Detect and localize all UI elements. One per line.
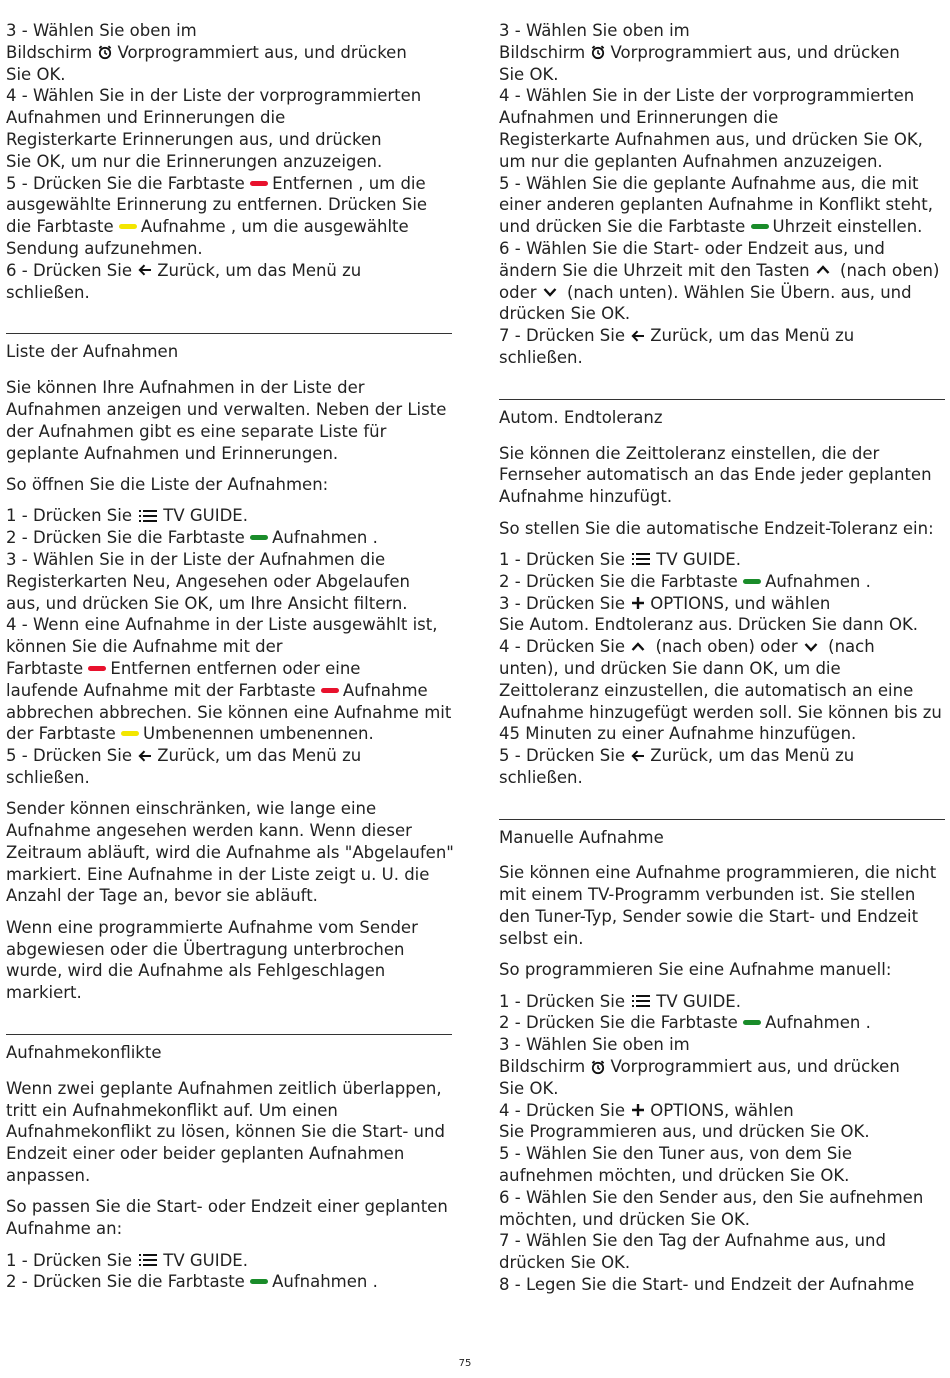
text-line: oder (nach unten). Wählen Sie Übern. aus, und — [499, 282, 912, 302]
text-line: aufnehmen möchten, und drücken Sie OK. — [499, 1166, 850, 1186]
text-line: So passen Sie die Start- oder Endzeit einer geplanten — [6, 1197, 448, 1217]
text-line: Bildschirm Vorprogrammiert aus, und drücken — [499, 1057, 900, 1077]
text-line: So programmieren Sie eine Aufnahme manuell: — [499, 960, 892, 980]
text-line: laufende Aufnahme mit der Farbtaste Aufnahme — [6, 680, 428, 700]
text-line: 8 - Legen Sie die Start- und Endzeit der Aufnahme — [499, 1275, 915, 1295]
text-line: Farbtaste Entfernen entfernen oder eine — [6, 658, 361, 678]
chevron-down-icon — [803, 639, 819, 655]
text-line: 2 - Drücken Sie die Farbtaste Aufnahmen . — [499, 1013, 871, 1033]
red-key-swatch — [88, 666, 106, 671]
text-line: Aufnahmen und Erinnerungen die — [499, 108, 779, 128]
page-number: 75 — [458, 1358, 472, 1369]
alarm-clock-icon — [590, 44, 606, 60]
text-line: tritt ein Aufnahmekonflikt auf. Um einen — [6, 1100, 338, 1120]
text-line: drücken Sie OK. — [499, 1253, 631, 1273]
text-line: 4 - Drücken Sie OPTIONS, wählen — [499, 1100, 794, 1120]
text-line: 3 - Wählen Sie oben im — [499, 21, 690, 40]
tv-guide-icon — [137, 508, 159, 524]
text-line: Wenn zwei geplante Aufnahmen zeitlich überlappen, — [6, 1078, 442, 1098]
text-line: 4 - Wenn eine Aufnahme in der Liste ausgewählt ist, — [6, 615, 438, 635]
green-key-swatch — [250, 535, 268, 540]
text-line: 2 - Drücken Sie die Farbtaste Aufnahmen . — [499, 571, 871, 591]
green-key-swatch — [743, 579, 761, 584]
text-line: Sie können eine Aufnahme programmieren, die nicht — [499, 863, 937, 883]
arrow-left-icon — [630, 748, 646, 764]
text-line: schließen. — [499, 347, 583, 367]
text-line: anpassen. — [6, 1166, 91, 1186]
section-divider — [6, 333, 452, 334]
section-heading: Aufnahmekonflikte — [6, 1043, 162, 1063]
text-line: unten), und drücken Sie dann OK, um die — [499, 658, 841, 678]
text-line: können Sie die Aufnahme mit der — [6, 637, 283, 657]
text-line: abbrechen abbrechen. Sie können eine Aufnahme mit — [6, 702, 452, 722]
text-line: geplante Aufnahmen und Erinnerungen. — [6, 443, 339, 463]
text-line: 5 - Drücken Sie Zurück, um das Menü zu — [499, 746, 855, 766]
text-line: 1 - Drücken Sie TV GUIDE. — [6, 506, 248, 526]
text-line: Sie OK. — [6, 64, 66, 84]
text-line: Zeittoleranz einzustellen, die automatisch an eine — [499, 680, 914, 700]
text-line: Bildschirm Vorprogrammiert aus, und drücken — [499, 42, 900, 62]
text-line: Sie Programmieren aus, und drücken Sie OK. — [499, 1122, 870, 1142]
text-line: 6 - Wählen Sie den Sender aus, den Sie aufnehmen — [499, 1187, 924, 1207]
text-line: aus, und drücken Sie OK, um Ihre Ansicht filtern. — [6, 593, 408, 613]
text-line: wurde, wird die Aufnahme als Fehlgeschlagen — [6, 961, 386, 981]
text-line: Anzahl der Tage an, bevor sie abläuft. — [6, 886, 318, 906]
text-line: markiert. Eine Aufnahme in der Liste zeigt u. U. die — [6, 864, 430, 884]
text-line: So öffnen Sie die Liste der Aufnahmen: — [6, 474, 329, 494]
text-line: Aufnahmekonflikt zu lösen, können Sie die Start- und — [6, 1122, 445, 1142]
text-line: Bildschirm Vorprogrammiert aus, und drücken — [6, 42, 407, 62]
text-line: Sender können einschränken, wie lange eine — [6, 799, 377, 819]
section-divider — [6, 1034, 452, 1035]
text-line: Registerkarte Aufnahmen aus, und drücken Sie OK, — [499, 129, 923, 149]
text-line: 5 - Drücken Sie Zurück, um das Menü zu — [6, 746, 362, 766]
text-line: Aufnahme an: — [6, 1219, 123, 1239]
text-line: um nur die geplanten Aufnahmen anzuzeigen. — [499, 151, 883, 171]
text-line: 3 - Wählen Sie oben im — [499, 1035, 690, 1055]
text-line: Sie Autom. Endtoleranz aus. Drücken Sie dann OK. — [499, 615, 919, 635]
text-line: Sie OK. — [499, 1078, 559, 1098]
red-key-swatch — [321, 688, 339, 693]
text-line: 3 - Wählen Sie in der Liste der Aufnahmen die — [6, 549, 386, 569]
chevron-up-icon — [630, 639, 646, 655]
text-line: Registerkarte Erinnerungen aus, und drücken — [6, 129, 382, 149]
text-line: schließen. — [6, 767, 90, 787]
text-line: 5 - Drücken Sie die Farbtaste Entfernen , um die — [6, 173, 426, 193]
section-heading: Manuelle Aufnahme — [499, 827, 664, 847]
text-line: Wenn eine programmierte Aufnahme vom Sender — [6, 917, 418, 937]
left-column — [6, 20, 452, 1293]
text-line: Aufnahme hinzugefügt werden soll. Sie können bis zu — [499, 702, 942, 722]
text-line: 5 - Wählen Sie die geplante Aufnahme aus, die mit — [499, 173, 919, 193]
tv-guide-icon — [137, 1252, 159, 1268]
arrow-left-icon — [630, 328, 646, 344]
text-line: Sie können Ihre Aufnahmen in der Liste der — [6, 378, 365, 398]
tv-guide-icon — [630, 993, 652, 1009]
alarm-clock-icon — [590, 1059, 606, 1075]
yellow-key-swatch — [121, 731, 139, 736]
green-key-swatch — [743, 1020, 761, 1025]
alarm-clock-icon — [97, 44, 113, 60]
text-line: 7 - Wählen Sie den Tag der Aufnahme aus, und — [499, 1231, 886, 1251]
text-line: Aufnahmen und Erinnerungen die — [6, 108, 286, 128]
text-line: ausgewählte Erinnerung zu entfernen. Drücken Sie — [6, 195, 428, 215]
green-key-swatch — [250, 1279, 268, 1284]
text-line: So stellen Sie die automatische Endzeit-Toleranz ein: — [499, 518, 934, 538]
text-line: mit einem TV-Programm verbunden ist. Sie stellen — [499, 885, 916, 905]
text-line: selbst ein. — [499, 928, 584, 948]
arrow-left-icon — [137, 748, 153, 764]
text-line: 4 - Wählen Sie in der Liste der vorprogrammierten — [6, 86, 422, 106]
text-line: Registerkarten Neu, Angesehen oder Abgelaufen — [6, 571, 411, 591]
text-line: den Tuner-Typ, Sender sowie die Start- und Endzeit — [499, 907, 919, 927]
text-line: Sie OK, um nur die Erinnerungen anzuzeigen. — [6, 151, 383, 171]
text-line: die Farbtaste Aufnahme , um die ausgewählte — [6, 217, 409, 237]
text-line: und drücken Sie die Farbtaste Uhrzeit einstellen. — [499, 217, 923, 237]
text-line: Aufnahme hinzufügt. — [499, 487, 673, 507]
text-line: Sie OK. — [499, 64, 559, 84]
text-line: der Farbtaste Umbenennen umbenennen. — [6, 724, 374, 744]
yellow-key-swatch — [119, 224, 137, 229]
text-line: 1 - Drücken Sie TV GUIDE. — [499, 991, 741, 1011]
section-divider — [499, 819, 945, 820]
green-key-swatch — [751, 224, 769, 229]
text-line: 2 - Drücken Sie die Farbtaste Aufnahmen . — [6, 528, 378, 548]
text-line: 3 - Wählen Sie oben im — [6, 21, 197, 40]
section-heading: Autom. Endtoleranz — [499, 407, 663, 427]
text-line: Aufnahme angesehen werden kann. Wenn dieser — [6, 821, 412, 841]
text-line: abgewiesen oder die Übertragung unterbrochen — [6, 939, 405, 959]
text-line: drücken Sie OK. — [499, 304, 631, 324]
text-line: Sendung aufzunehmen. — [6, 238, 203, 258]
text-line: einer anderen geplanten Aufnahme in Konflikt steht, — [499, 195, 933, 215]
chevron-down-icon — [542, 284, 558, 300]
text-line: 6 - Drücken Sie Zurück, um das Menü zu — [6, 260, 362, 280]
text-line: 3 - Drücken Sie OPTIONS, und wählen — [499, 593, 831, 613]
text-line: markiert. — [6, 983, 82, 1003]
text-line: Aufnahmen anzeigen und verwalten. Neben der Liste — [6, 399, 447, 419]
tv-guide-icon — [630, 551, 652, 567]
text-line: Fernseher automatisch an das Ende jeder geplanten — [499, 465, 932, 485]
section-heading: Liste der Aufnahmen — [6, 342, 179, 362]
right-column — [499, 20, 945, 1296]
text-line: der Aufnahmen gibt es eine separate Liste für — [6, 421, 387, 441]
plus-icon — [630, 1102, 646, 1118]
text-line: 4 - Wählen Sie in der Liste der vorprogrammierten — [499, 86, 915, 106]
text-line: 2 - Drücken Sie die Farbtaste Aufnahmen . — [6, 1272, 378, 1292]
text-line: 4 - Drücken Sie (nach oben) oder (nach — [499, 637, 875, 657]
text-line: Zeitraum abläuft, wird die Aufnahme als "Abgelaufen" — [6, 842, 454, 862]
text-line: 1 - Drücken Sie TV GUIDE. — [6, 1250, 248, 1270]
text-line: ändern Sie die Uhrzeit mit den Tasten (nach oben) — [499, 260, 940, 280]
red-key-swatch — [250, 181, 268, 186]
text-line: Sie können die Zeittoleranz einstellen, die der — [499, 443, 880, 463]
text-line: möchten, und drücken Sie OK. — [499, 1209, 751, 1229]
text-line: Endzeit einer oder beider geplanten Aufnahmen — [6, 1144, 405, 1164]
text-line: 6 - Wählen Sie die Start- oder Endzeit aus, und — [499, 238, 885, 258]
text-line: 45 Minuten zu einer Aufnahme hinzufügen. — [499, 724, 857, 744]
text-line: 1 - Drücken Sie TV GUIDE. — [499, 549, 741, 569]
text-line: 7 - Drücken Sie Zurück, um das Menü zu — [499, 326, 855, 346]
plus-icon — [630, 595, 646, 611]
text-line: schließen. — [6, 282, 90, 302]
arrow-left-icon — [137, 262, 153, 278]
text-line: schließen. — [499, 767, 583, 787]
chevron-up-icon — [815, 262, 831, 278]
text-line: 5 - Wählen Sie den Tuner aus, von dem Sie — [499, 1144, 853, 1164]
section-divider — [499, 399, 945, 400]
